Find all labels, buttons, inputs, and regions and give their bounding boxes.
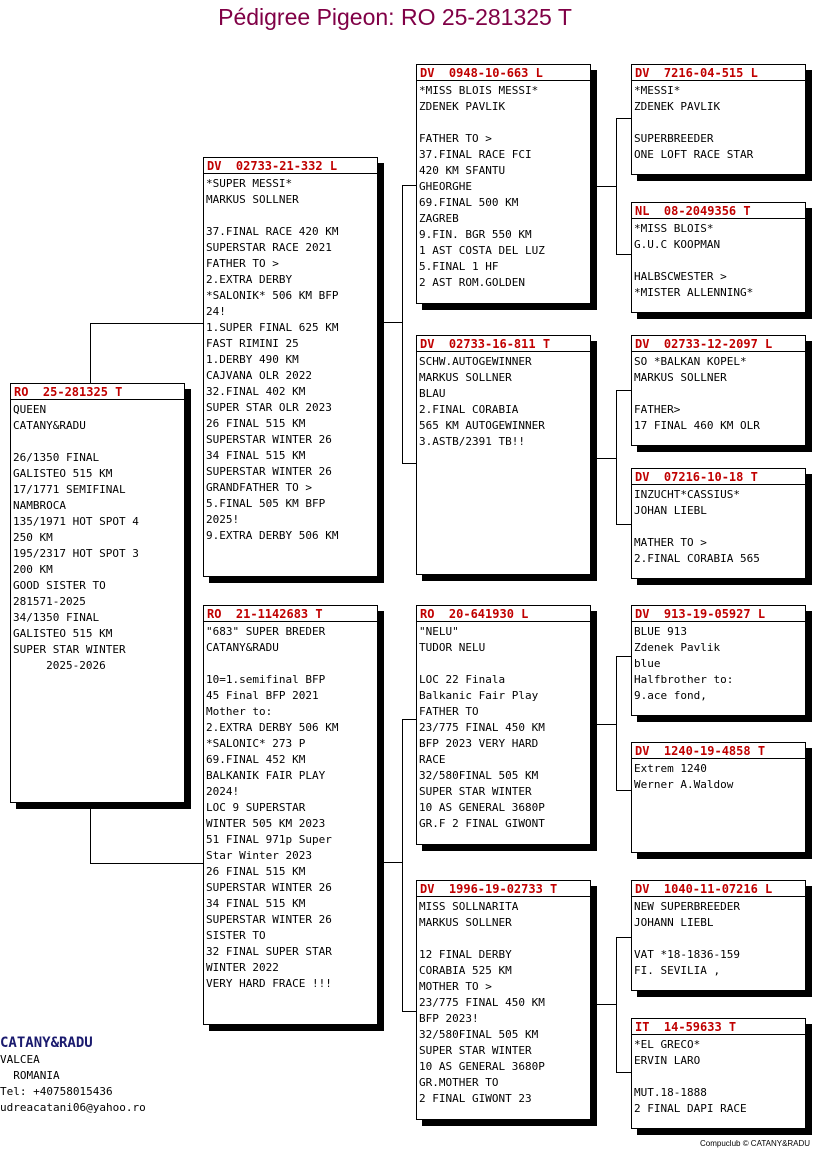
connector-line bbox=[616, 1072, 631, 1073]
detail-line: 2 AST ROM.GOLDEN bbox=[419, 276, 525, 289]
ring-number: DV 7216-04-515 L bbox=[632, 65, 805, 81]
detail-line: FATHER TO > bbox=[419, 132, 492, 145]
detail-line: CAJVANA OLR 2022 bbox=[206, 369, 312, 382]
pigeon-card-sire-dam bbox=[416, 335, 591, 575]
detail-line: QUEEN bbox=[13, 403, 47, 416]
ring-number: DV 02733-12-2097 L bbox=[632, 336, 805, 352]
detail-line: MATHER TO > bbox=[634, 536, 707, 549]
connector-line bbox=[616, 118, 617, 254]
detail-line: SUPER STAR WINTER bbox=[419, 1044, 532, 1057]
detail-line: 1.SUPER FINAL 625 KM bbox=[206, 321, 339, 334]
pigeon-details bbox=[417, 897, 590, 1107]
connector-line bbox=[402, 185, 417, 186]
detail-line: INZUCHT*CASSIUS* bbox=[634, 488, 740, 501]
detail-line: "683" SUPER BREDER bbox=[206, 625, 326, 638]
detail-line: VAT *18-1836-159 bbox=[634, 948, 740, 961]
detail-line: 10=1.semifinal BFP bbox=[206, 673, 326, 686]
pigeon-card-ggp-5 bbox=[631, 605, 806, 716]
detail-line: TUDOR NELU bbox=[419, 641, 486, 654]
detail-line: MOTHER TO > bbox=[419, 980, 492, 993]
detail-line: 9.ace fond, bbox=[634, 689, 707, 702]
detail-line bbox=[634, 253, 805, 269]
connector-line bbox=[616, 656, 631, 657]
detail-line: *SUPER MESSI* bbox=[206, 177, 293, 190]
ring-number: DV 02733-16-811 T bbox=[417, 336, 590, 352]
detail-line: SUPER STAR OLR 2023 bbox=[206, 401, 332, 414]
breeder-name: CATANY&RADU bbox=[0, 1035, 93, 1051]
detail-line: 281571-2025 bbox=[13, 595, 86, 608]
detail-line: 2.EXTRA DERBY 506 KM bbox=[206, 721, 339, 734]
breeder-email: udreacatani06@yahoo.ro bbox=[0, 1101, 146, 1114]
ring-number: RO 20-641930 L bbox=[417, 606, 590, 622]
detail-line: 195/2317 HOT SPOT 3 bbox=[13, 547, 139, 560]
connector-line bbox=[616, 254, 631, 255]
ring-number: DV 913-19-05927 L bbox=[632, 606, 805, 622]
detail-line: FATHER TO > bbox=[206, 257, 279, 270]
detail-line: ZDENEK PAVLIK bbox=[419, 100, 506, 113]
detail-line: "NELU" bbox=[419, 625, 459, 638]
ring-number: RO 25-281325 T bbox=[11, 384, 184, 400]
detail-line: ZAGREB bbox=[419, 212, 459, 225]
detail-line: 200 KM bbox=[13, 563, 53, 576]
detail-line: 24! bbox=[206, 305, 226, 318]
detail-line: BFP 2023! bbox=[419, 1012, 479, 1025]
detail-line bbox=[206, 656, 377, 672]
pigeon-details bbox=[632, 485, 805, 567]
detail-line: 1.DERBY 490 KM bbox=[206, 353, 299, 366]
connector-line bbox=[591, 1004, 616, 1005]
pigeon-card-ggp-2 bbox=[631, 202, 806, 313]
connector-line bbox=[402, 719, 417, 720]
pigeon-details bbox=[204, 622, 377, 992]
detail-line: 2 FINAL DAPI RACE bbox=[634, 1102, 747, 1115]
detail-line: GALISTEO 515 KM bbox=[13, 627, 113, 640]
connector-line bbox=[616, 937, 617, 1072]
ring-number: RO 21-1142683 T bbox=[204, 606, 377, 622]
detail-line: GOOD SISTER TO bbox=[13, 579, 106, 592]
detail-line: MARKUS SOLLNER bbox=[206, 193, 299, 206]
connector-line bbox=[616, 937, 631, 938]
detail-line: 5.FINAL 505 KM BFP bbox=[206, 497, 326, 510]
detail-line: 69.FINAL 452 KM bbox=[206, 753, 306, 766]
detail-line: 2.FINAL CORABIA 565 bbox=[634, 552, 760, 565]
connector-line bbox=[90, 863, 204, 864]
detail-line: Zdenek Pavlik bbox=[634, 641, 721, 654]
detail-line bbox=[634, 931, 805, 947]
ring-number: DV 02733-21-332 L bbox=[204, 158, 377, 174]
detail-line: BALKANIK FAIR PLAY bbox=[206, 769, 326, 782]
detail-line: 69.FINAL 500 KM bbox=[419, 196, 519, 209]
detail-line: *MISS BLOIS* bbox=[634, 222, 714, 235]
detail-line: CATANY&RADU bbox=[206, 641, 279, 654]
detail-line: Star Winter 2023 bbox=[206, 849, 312, 862]
detail-line: SUPERSTAR WINTER 26 bbox=[206, 881, 332, 894]
detail-line: 250 KM bbox=[13, 531, 53, 544]
detail-line: BFP 2023 VERY HARD bbox=[419, 737, 539, 750]
detail-line: MARKUS SOLLNER bbox=[419, 371, 512, 384]
detail-line bbox=[634, 386, 805, 402]
detail-line: WINTER 2022 bbox=[206, 961, 279, 974]
breeder-info-line: VALCEA bbox=[0, 1053, 40, 1066]
breeder-phone: Tel: +40758015436 bbox=[0, 1085, 113, 1098]
connector-line bbox=[402, 463, 417, 464]
pigeon-card-ggp-7 bbox=[631, 880, 806, 991]
detail-line: ZDENEK PAVLIK bbox=[634, 100, 721, 113]
detail-line: NEW SUPERBREEDER bbox=[634, 900, 740, 913]
detail-line: Extrem 1240 bbox=[634, 762, 707, 775]
detail-line: BLAU bbox=[419, 387, 446, 400]
detail-line: 45 Final BFP 2021 bbox=[206, 689, 319, 702]
pigeon-card-dam bbox=[203, 605, 378, 1025]
detail-line: 34 FINAL 515 KM bbox=[206, 449, 306, 462]
connector-line bbox=[402, 719, 403, 1011]
detail-line: SUPERSTAR WINTER 26 bbox=[206, 433, 332, 446]
ring-number: DV 1040-11-07216 L bbox=[632, 881, 805, 897]
detail-line bbox=[419, 656, 590, 672]
detail-line: BLUE 913 bbox=[634, 625, 687, 638]
detail-line: SISTER TO bbox=[206, 929, 266, 942]
pigeon-details bbox=[632, 352, 805, 434]
detail-line: 420 KM SFANTU bbox=[419, 164, 506, 177]
detail-line: 37.FINAL RACE FCI bbox=[419, 148, 532, 161]
connector-line bbox=[90, 323, 204, 324]
connector-line bbox=[616, 656, 617, 790]
pigeon-card-ggp-1 bbox=[631, 64, 806, 175]
page-title: Pédigree Pigeon: RO 25-281325 T bbox=[218, 4, 572, 30]
pigeon-card-ggp-3 bbox=[631, 335, 806, 446]
detail-line: 2.FINAL CORABIA bbox=[419, 403, 519, 416]
detail-line: 5.FINAL 1 HF bbox=[419, 260, 499, 273]
detail-line: 10 AS GENERAL 3680P bbox=[419, 801, 545, 814]
breeder-info bbox=[0, 1034, 146, 1116]
detail-line: Werner A.Waldow bbox=[634, 778, 734, 791]
detail-line: 2 FINAL GIWONT 23 bbox=[419, 1092, 532, 1105]
detail-line: MUT.18-1888 bbox=[634, 1086, 707, 1099]
pigeon-details bbox=[204, 174, 377, 544]
detail-line: LOC 9 SUPERSTAR bbox=[206, 801, 306, 814]
detail-line: 12 FINAL DERBY bbox=[419, 948, 512, 961]
detail-line: *SALONIK* 506 KM BFP bbox=[206, 289, 339, 302]
connector-line bbox=[616, 390, 631, 391]
detail-line: 26 FINAL 515 KM bbox=[206, 865, 306, 878]
ring-number: DV 0948-10-663 L bbox=[417, 65, 590, 81]
pigeon-card-ggp-6 bbox=[631, 742, 806, 853]
pigeon-card-dam-sire bbox=[416, 605, 591, 845]
detail-line: 2025! bbox=[206, 513, 240, 526]
detail-line bbox=[419, 115, 590, 131]
detail-line: SUPERSTAR RACE 2021 bbox=[206, 241, 332, 254]
detail-line: FAST RIMINI 25 bbox=[206, 337, 299, 350]
connector-line bbox=[616, 790, 631, 791]
pigeon-details bbox=[632, 897, 805, 979]
pigeon-details bbox=[417, 352, 590, 450]
detail-line: G.U.C KOOPMAN bbox=[634, 238, 721, 251]
connector-line bbox=[90, 323, 91, 384]
connector-line bbox=[616, 118, 631, 119]
detail-line: 17/1771 SEMIFINAL bbox=[13, 483, 126, 496]
pigeon-details bbox=[632, 1035, 805, 1117]
detail-line: WINTER 505 KM 2023 bbox=[206, 817, 326, 830]
detail-line: SUPERBREEDER bbox=[634, 132, 714, 145]
detail-line: MARKUS SOLLNER bbox=[419, 916, 512, 929]
pigeon-details bbox=[417, 81, 590, 291]
detail-line: Mother to: bbox=[206, 705, 273, 718]
ring-number: NL 08-2049356 T bbox=[632, 203, 805, 219]
connector-line bbox=[591, 186, 616, 187]
connector-line bbox=[616, 390, 617, 524]
detail-line: 23/775 FINAL 450 KM bbox=[419, 996, 545, 1009]
detail-line: RACE bbox=[419, 753, 446, 766]
detail-line: MISS SOLLNARITA bbox=[419, 900, 519, 913]
detail-line: *MESSI* bbox=[634, 84, 681, 97]
footer-credit: Compuclub © CATANY&RADU bbox=[700, 1139, 811, 1148]
pigeon-card-dam-dam bbox=[416, 880, 591, 1120]
detail-line: 32/580FINAL 505 KM bbox=[419, 1028, 539, 1041]
detail-line: 1 AST COSTA DEL LUZ bbox=[419, 244, 545, 257]
connector-line bbox=[402, 185, 403, 463]
detail-line bbox=[419, 931, 590, 947]
detail-line: GRANDFATHER TO > bbox=[206, 481, 312, 494]
detail-line: GR.F 2 FINAL GIWONT bbox=[419, 817, 545, 830]
detail-line: Balkanic Fair Play bbox=[419, 689, 539, 702]
detail-line: 26/1350 FINAL bbox=[13, 451, 100, 464]
detail-line: *SALONIC* 273 P bbox=[206, 737, 306, 750]
detail-line: 2025-2026 bbox=[13, 659, 106, 672]
detail-line: FATHER TO bbox=[419, 705, 479, 718]
detail-line: 9.FIN. BGR 550 KM bbox=[419, 228, 532, 241]
detail-line: Halfbrother to: bbox=[634, 673, 734, 686]
detail-line: 9.EXTRA DERBY 506 KM bbox=[206, 529, 339, 542]
detail-line: 10 AS GENERAL 3680P bbox=[419, 1060, 545, 1073]
detail-line: SUPERSTAR WINTER 26 bbox=[206, 913, 332, 926]
detail-line: CATANY&RADU bbox=[13, 419, 86, 432]
detail-line: blue bbox=[634, 657, 661, 670]
pigeon-card-sire-sire bbox=[416, 64, 591, 304]
connector-line bbox=[616, 524, 631, 525]
ring-number: DV 1240-19-4858 T bbox=[632, 743, 805, 759]
detail-line: SUPERSTAR WINTER 26 bbox=[206, 465, 332, 478]
detail-line: SUPER STAR WINTER bbox=[419, 785, 532, 798]
detail-line: SUPER STAR WINTER bbox=[13, 643, 126, 656]
detail-line: 2024! bbox=[206, 785, 240, 798]
detail-line: HALBSCWESTER > bbox=[634, 270, 727, 283]
detail-line bbox=[206, 208, 377, 224]
connector-line bbox=[378, 322, 402, 323]
detail-line: 37.FINAL RACE 420 KM bbox=[206, 225, 339, 238]
pigeon-card-sire bbox=[203, 157, 378, 577]
connector-line bbox=[591, 724, 616, 725]
detail-line: 17 FINAL 460 KM OLR bbox=[634, 419, 760, 432]
detail-line: NAMBROCA bbox=[13, 499, 66, 512]
detail-line: 565 KM AUTOGEWINNER bbox=[419, 419, 545, 432]
connector-line bbox=[378, 862, 402, 863]
detail-line bbox=[634, 519, 805, 535]
detail-line: 2.EXTRA DERBY bbox=[206, 273, 293, 286]
pigeon-details bbox=[632, 622, 805, 704]
detail-line: ERVIN LARO bbox=[634, 1054, 701, 1067]
detail-line: SCHW.AUTOGEWINNER bbox=[419, 355, 532, 368]
detail-line: ONE LOFT RACE STAR bbox=[634, 148, 754, 161]
pigeon-details bbox=[632, 219, 805, 301]
detail-line: *MISTER ALLENNING* bbox=[634, 286, 754, 299]
detail-line: VERY HARD FRACE !!! bbox=[206, 977, 332, 990]
detail-line: LOC 22 Finala bbox=[419, 673, 506, 686]
connector-line bbox=[90, 803, 91, 863]
detail-line bbox=[634, 1069, 805, 1085]
detail-line: GHEORGHE bbox=[419, 180, 472, 193]
detail-line: 23/775 FINAL 450 KM bbox=[419, 721, 545, 734]
pigeon-details bbox=[632, 759, 805, 793]
detail-line: 32.FINAL 402 KM bbox=[206, 385, 306, 398]
detail-line: *EL GRECO* bbox=[634, 1038, 701, 1051]
connector-line bbox=[402, 1011, 417, 1012]
pigeon-details bbox=[417, 622, 590, 832]
detail-line: GR.MOTHER TO bbox=[419, 1076, 499, 1089]
detail-line: FATHER> bbox=[634, 403, 681, 416]
detail-line: 135/1971 HOT SPOT 4 bbox=[13, 515, 139, 528]
ring-number: IT 14-59633 T bbox=[632, 1019, 805, 1035]
detail-line bbox=[634, 115, 805, 131]
detail-line: 26 FINAL 515 KM bbox=[206, 417, 306, 430]
detail-line: 34/1350 FINAL bbox=[13, 611, 100, 624]
detail-line: GALISTEO 515 KM bbox=[13, 467, 113, 480]
detail-line: JOHANN LIEBL bbox=[634, 916, 714, 929]
detail-line: FI. SEVILIA , bbox=[634, 964, 721, 977]
detail-line: 51 FINAL 971p Super bbox=[206, 833, 332, 846]
pigeon-details bbox=[11, 400, 184, 674]
detail-line: MARKUS SOLLNER bbox=[634, 371, 727, 384]
ring-number: DV 07216-10-18 T bbox=[632, 469, 805, 485]
breeder-info-line: ROMANIA bbox=[0, 1069, 60, 1082]
detail-line: 3.ASTB/2391 TB!! bbox=[419, 435, 525, 448]
detail-line: 34 FINAL 515 KM bbox=[206, 897, 306, 910]
detail-line: *MISS BLOIS MESSI* bbox=[419, 84, 539, 97]
pigeon-card-subject bbox=[10, 383, 185, 803]
pigeon-card-ggp-8 bbox=[631, 1018, 806, 1129]
detail-line: JOHAN LIEBL bbox=[634, 504, 707, 517]
connector-line bbox=[591, 458, 616, 459]
pigeon-details bbox=[632, 81, 805, 163]
pigeon-card-ggp-4 bbox=[631, 468, 806, 579]
detail-line: 32/580FINAL 505 KM bbox=[419, 769, 539, 782]
ring-number: DV 1996-19-02733 T bbox=[417, 881, 590, 897]
detail-line: 32 FINAL SUPER STAR bbox=[206, 945, 332, 958]
detail-line bbox=[13, 434, 184, 450]
detail-line: CORABIA 525 KM bbox=[419, 964, 512, 977]
detail-line: SO *BALKAN KOPEL* bbox=[634, 355, 747, 368]
